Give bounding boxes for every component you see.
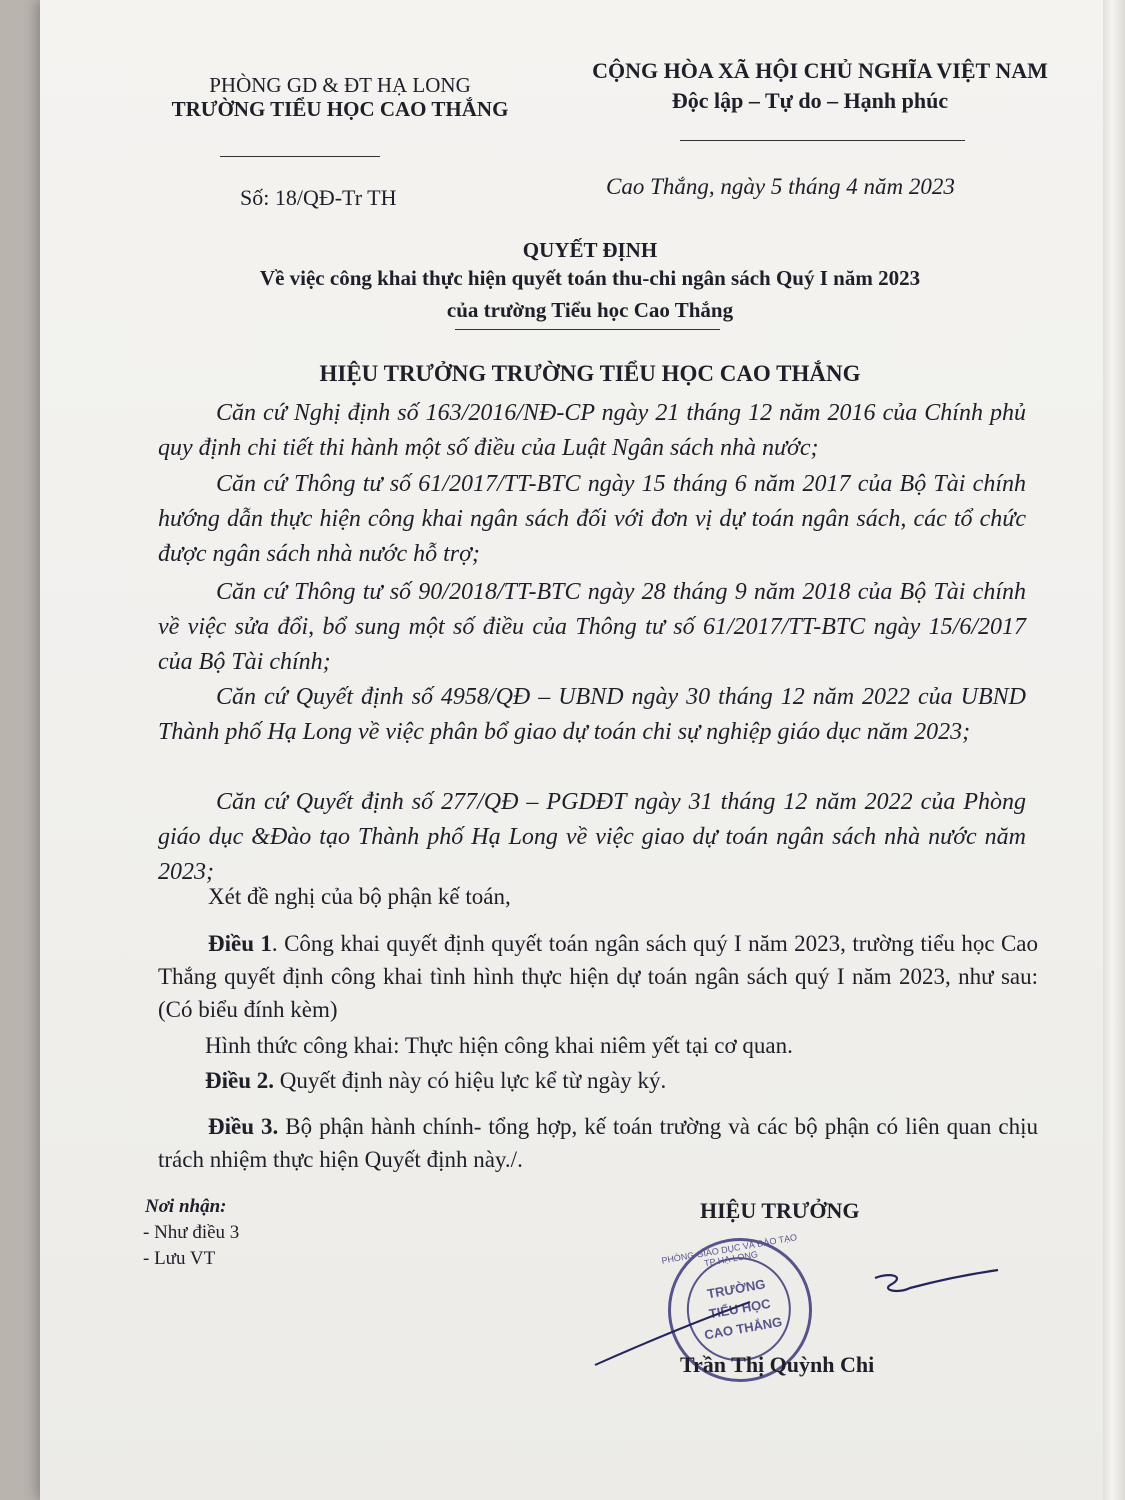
article-2-text: Quyết định này có hiệu lực kể từ ngày ký. (274, 1068, 667, 1093)
page-edge (1103, 0, 1125, 1500)
authority-heading: HIỆU TRƯỞNG TRƯỜNG TIỂU HỌC CAO THẮNG (319, 361, 861, 386)
motto-underline (680, 140, 965, 141)
article-1-label: Điều 1 (208, 931, 272, 956)
article-3-text: Bộ phận hành chính- tổng hợp, kế toán trường và các bộ phận có liên quan chịu trách nhiệm thực hiện Quyết định này./. (158, 1114, 1039, 1172)
recipient-item: - Lưu VT (143, 1248, 216, 1269)
seal-ring-text: PHÒNG GIÁO DỤC VÀ ĐÀO TẠO TP HẠ LONG (660, 1232, 798, 1269)
article-3 (158, 1110, 1038, 1176)
decision-date: Cao Thắng, ngày 5 tháng 4 năm 2023 (606, 174, 955, 199)
article-1-text: . Công khai quyết định quyết toán ngân sách quý I năm 2023, trường tiểu học Cao Thắng quyết định công khai tình hình thực hiện dự toán ngân sách quý I năm 2023, như sau: (Có biểu đính kèm) (158, 931, 1038, 1022)
article-3-label: Điều 3. (208, 1114, 279, 1139)
issuer-underline (220, 156, 380, 157)
document-subject-2: của trường Tiểu học Cao Thắng (446, 298, 734, 322)
seal-text-3: CAO THẮNG (703, 1313, 784, 1343)
decision-number: Số: 18/QĐ-Tr TH (240, 185, 397, 210)
legal-basis-4: Căn cứ Quyết định số 4958/QĐ – UBND ngày 30 tháng 12 năm 2022 của UBND Thành phố Hạ Long về việc phân bổ giao dự toán chi sự nghiệp giáo dục năm 2023; (158, 684, 1026, 745)
legal-basis-5: Căn cứ Quyết định số 277/QĐ – PGDĐT ngày 31 tháng 12 năm 2022 của Phòng giáo dục &Đào tạo Thành phố Hạ Long về việc giao dự toán ngân sách nhà nước năm 2023; (158, 789, 1026, 885)
disclosure-form: Hình thức công khai: Thực hiện công khai niêm yết tại cơ quan. (205, 1033, 793, 1058)
consideration: Xét đề nghị của bộ phận kế toán, (208, 884, 511, 909)
national-title: CỘNG HÒA XÃ HỘI CHỦ NGHĨA VIỆT NAM (592, 58, 1048, 83)
recipients-heading: Nơi nhận: (145, 1196, 227, 1217)
national-motto: Độc lập – Tự do – Hạnh phúc (671, 88, 949, 113)
article-2 (205, 1068, 666, 1094)
seal-text-1: TRƯỜNG (706, 1276, 767, 1302)
document-title: QUYẾT ĐỊNH (522, 238, 658, 262)
article-2-label: Điều 2. (205, 1068, 274, 1093)
title-underline (455, 329, 720, 330)
issuer-school: TRƯỜNG TIỂU HỌC CAO THẮNG (171, 97, 509, 121)
article-1 (158, 927, 1038, 1026)
legal-basis-2: Căn cứ Thông tư số 61/2017/TT-BTC ngày 15 tháng 6 năm 2017 của Bộ Tài chính hướng dẫn thực hiện công khai ngân sách đối với đơn vị dự toán ngân sách, các tổ chức được ngân sách nhà nước hỗ trợ; (158, 471, 1026, 567)
document-subject: Về việc công khai thực hiện quyết toán thu-chi ngân sách Quý I năm 2023 (259, 266, 921, 290)
recipient-item: - Như điều 3 (143, 1222, 240, 1243)
issuer-department: PHÒNG GD & ĐT HẠ LONG (209, 73, 471, 97)
signer-title: HIỆU TRƯỞNG (700, 1198, 860, 1223)
legal-basis-1: Căn cứ Nghị định số 163/2016/NĐ-CP ngày 21 tháng 12 năm 2016 của Chính phủ quy định chi tiết thi hành một số điều của Luật Ngân sách nhà nước; (158, 400, 1026, 461)
seal-text-2: TIỂU HỌC (707, 1295, 772, 1322)
legal-basis-3: Căn cứ Thông tư số 90/2018/TT-BTC ngày 28 tháng 9 năm 2018 của Bộ Tài chính về việc sửa đổi, bổ sung một số điều của Thông tư số 61/2017/TT-BTC ngày 15/6/2017 của Bộ Tài chính; (158, 579, 1026, 675)
signer-name: Trần Thị Quỳnh Chi (680, 1352, 875, 1377)
